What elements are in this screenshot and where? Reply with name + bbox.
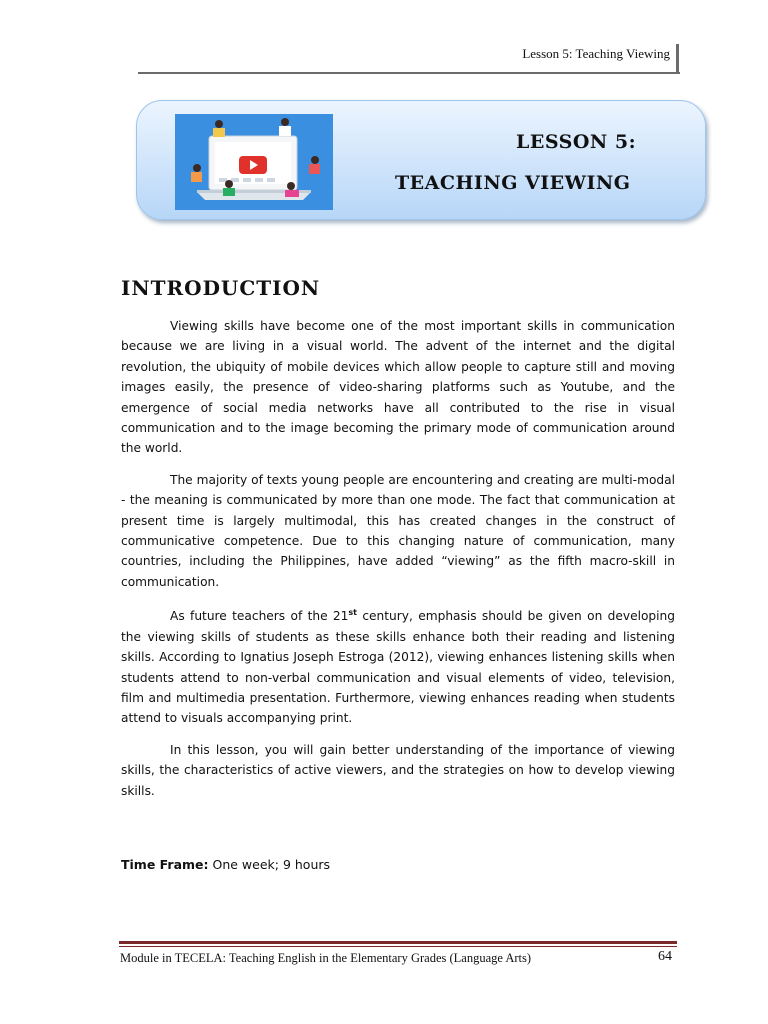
footer-rule-thick	[119, 941, 677, 944]
lesson-title: TEACHING VIEWING	[395, 172, 631, 194]
illustration-svg	[175, 114, 333, 210]
introduction-body	[121, 316, 675, 812]
intro-paragraph-2: The majority of texts young people are encountering and creating are multi-modal - the meaning is communicated by more than one mode. The fact that communication at present time is largely multimodal, this has created changes in the construct of communicative competence. Due to this changing nature of communication, many countries, including the Philippines, have added “viewing” as the fifth macro-skill in communication.	[121, 472, 675, 589]
people-laptop-video-illustration	[175, 114, 333, 210]
header-rule	[138, 72, 680, 74]
introduction-heading: INTRODUCTION	[121, 276, 321, 300]
footer-rule-thin	[119, 946, 677, 947]
time-frame-value: One week; 9 hours	[208, 857, 331, 872]
running-header: Lesson 5: Teaching Viewing	[522, 46, 670, 61]
intro-paragraph-1: Viewing skills have become one of the most important skills in communication because we are living in a visual world. The advent of the internet and the digital revolution, the ubiquity of mobile devices which allow people to capture still and moving images easily, the presence of video-sharing platforms such as Youtube, and the emergence of social media networks have all contributed to the rise in visual communication and to the image becoming the primary mode of communication around the world.	[121, 319, 675, 456]
time-frame	[121, 857, 330, 872]
intro-paragraph-4: In this lesson, you will gain better understanding of the importance of viewing skills, the characteristics of active viewers, and the strategies on how to develop viewing skills.	[121, 742, 675, 798]
time-frame-label: Time Frame:	[121, 857, 209, 872]
page-number: 64	[658, 949, 672, 964]
header-vertical-bar	[676, 44, 679, 74]
paragraph-3-start: As future teachers of the 21	[170, 609, 349, 624]
paragraph-3-rest: century, emphasis should be given on developing the viewing skills of students as these skills enhance both their reading and listening skills. According to Ignatius Joseph Estroga (2012), viewing enhances listening skills when students attend to non-verbal communication and visual elements of video, television, film and multimedia presentation. Furthermore, viewing enhances reading when students attend to visuals accompanying print.	[121, 609, 675, 726]
footer-module-text: Module in TECELA: Teaching English in the Elementary Grades (Language Arts)	[120, 951, 532, 965]
lesson-number: LESSON 5:	[516, 131, 637, 153]
superscript-st: st	[348, 608, 358, 618]
intro-paragraph-3	[121, 603, 675, 729]
